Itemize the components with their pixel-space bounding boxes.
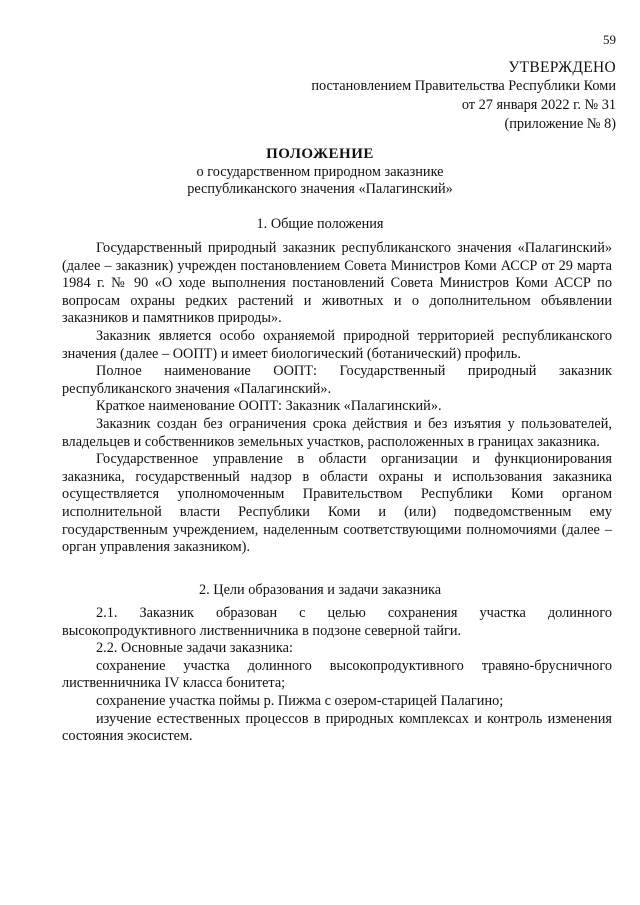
approval-stamp xyxy=(196,58,616,134)
section-2-paragraph: сохранение участка долинного высокопродуктивного травяно-брусничного лиственничника IV класса бонитета; xyxy=(62,657,612,692)
document-title: ПОЛОЖЕНИЕ xyxy=(266,146,374,162)
section-1-paragraph: Государственный природный заказник республиканского значения «Палагинский» (далее – заказник) учрежден постановлением Совета Министров Коми АССР от 29 марта 1984 г. № 90 «О ходе выполнения постановлений Совета Министров Коми АССР по вопросам охраны редких растений и животных и о дополнительном объявлении заказников и памятников природы». xyxy=(62,240,612,327)
approval-line-3: (приложение № 8) xyxy=(504,116,616,132)
approval-line-1: постановлением Правительства Республики Коми xyxy=(311,78,616,94)
section-2-paragraph: 2.2. Основные задачи заказника: xyxy=(96,640,293,657)
page-number: 59 xyxy=(603,32,616,47)
document-title-block xyxy=(0,146,640,198)
section-1-heading: 1. Общие положения xyxy=(256,216,384,232)
section-1-paragraph: Полное наименование ООПТ: Государственный природный заказник республиканского значения «Палагинский». xyxy=(62,363,612,397)
section-1-paragraph: Государственное управление в области организации и функционирования заказника, государственный надзор в области охраны и использования заказника осуществляется уполномоченным Правительством Республики Коми органом исполнительной власти Республики Коми и (или) подведомственным ему государственным учреждением, наделенным соответствующими полномочиями (далее – орган управления заказником). xyxy=(62,451,612,556)
section-1-paragraph: Заказник является особо охраняемой природной территорией республиканского значения (далее – ООПТ) и имеет биологический (ботанический) профиль. xyxy=(62,327,612,362)
document-subtitle-1: о государственном природном заказнике xyxy=(196,164,444,180)
section-2-paragraph: изучение естественных процессов в природных комплексах и контроль изменения состояния экосистем. xyxy=(62,710,612,745)
approval-line-2: от 27 января 2022 г. № 31 xyxy=(461,97,616,113)
section-2-body xyxy=(62,605,612,746)
approval-heading: УТВЕРЖДЕНО xyxy=(508,59,616,76)
section-2-paragraph: 2.1. Заказник образован с целью сохранения участка долинного высокопродуктивного лиственничника в подзоне северной тайги. xyxy=(62,605,612,639)
section-1-paragraph: Краткое наименование ООПТ: Заказник «Палагинский». xyxy=(96,398,442,415)
section-2-heading: 2. Цели образования и задачи заказника xyxy=(198,582,442,598)
section-1-body xyxy=(62,240,612,557)
document-subtitle-2: республиканского значения «Палагинский» xyxy=(187,181,453,197)
section-1-paragraph: Заказник создан без ограничения срока действия и без изъятия у пользователей, владельцев и собственников земельных участков, расположенных в границах заказника. xyxy=(62,415,612,450)
section-2-paragraph: сохранение участка поймы р. Пижма с озером-старицей Палагино; xyxy=(96,692,504,709)
